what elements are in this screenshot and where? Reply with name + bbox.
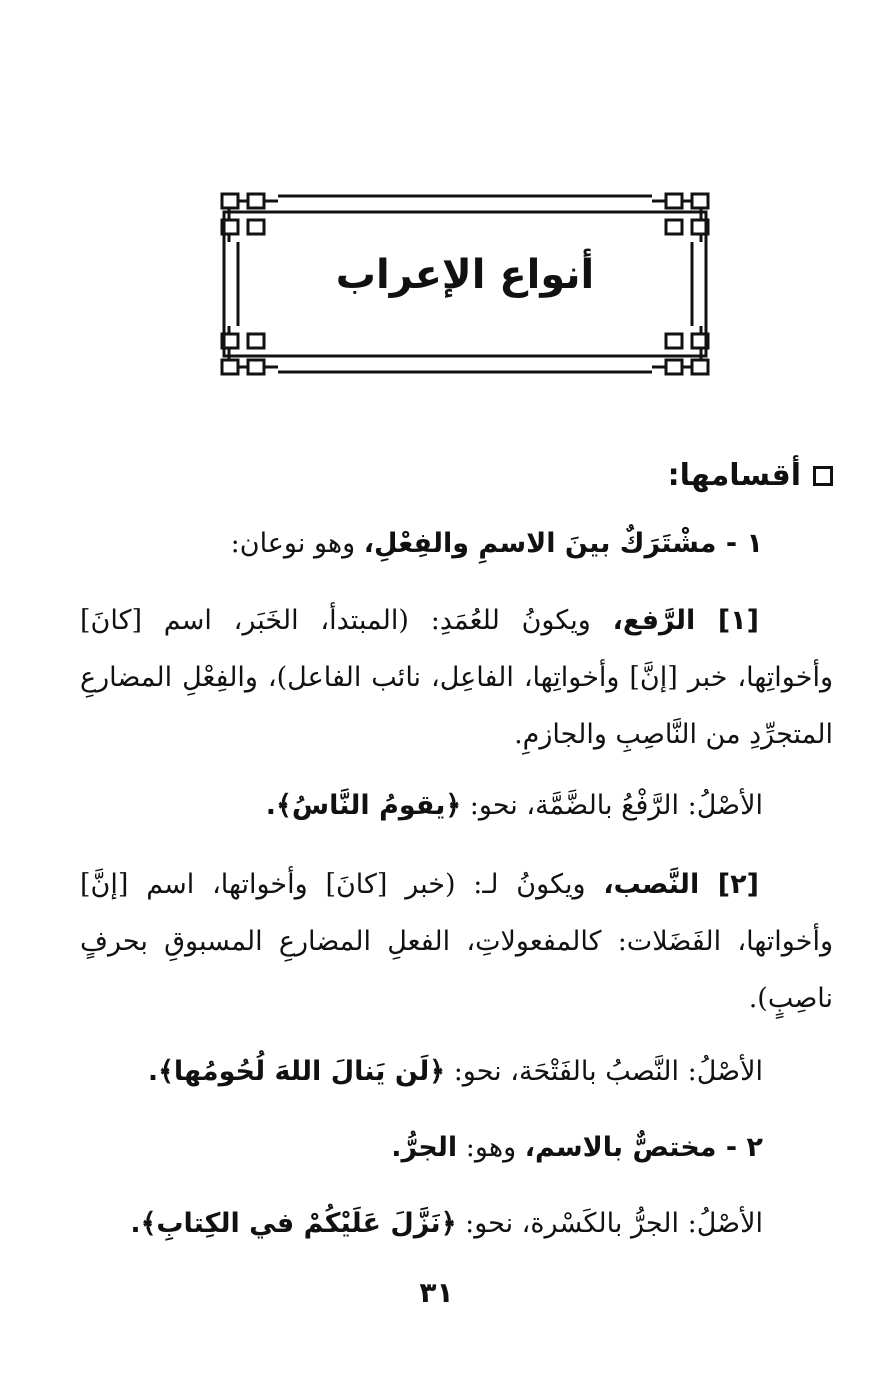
section2-lead: ٢ - مختصٌّ بالاسم،: [524, 1132, 763, 1163]
nasb-asl: الأصْلُ: النَّصبُ بالفَتْحَة، نحو:: [453, 1056, 763, 1087]
section1-rest: وهو نوعان:: [230, 528, 356, 559]
heading-text: أقسامها:: [667, 458, 801, 493]
nasb-label: [٢] النَّصب،: [603, 869, 759, 900]
section1-line: [231, 528, 763, 559]
raf-text: ويكونُ للعُمَدِ: (المبتدأ، الخَبَر، اسم [كانَ] وأخواتِها، خبر [إنَّ] وأخواتِها، الفاعِل، نائب الفاعل)، والفِعْلِ المضارعِ المتجرِّدِ من النَّاصِبِ والجازمِ.: [80, 605, 833, 750]
raf-example-line: [266, 790, 763, 821]
raf-asl: الأصْلُ: الرَّفْعُ بالضَّمَّة، نحو:: [469, 790, 763, 821]
section2-bold-end: الجرُّ.: [391, 1132, 458, 1163]
raf-example: ﴿يقومُ النَّاسُ﴾.: [265, 790, 462, 821]
checkbox-square-icon: [813, 466, 833, 486]
jarr-example-line: [130, 1208, 763, 1239]
section1-lead: ١ - مشْتَرَكٌ بينَ الاسمِ والفِعْلِ،: [363, 528, 763, 559]
nasb-text: ويكونُ لـ: (خبر [كانَ] وأخواتها، اسم [إنَّ] وأخواتها، الفَضَلات: كالمفعولاتِ، الفعلِ المضارعِ المسبوقِ بحرفٍ ناصِبٍ).: [80, 869, 833, 1014]
nasb-paragraph: [80, 856, 833, 1027]
section2-line: [391, 1132, 763, 1163]
nasb-example: ﴿لَن يَنالَ اللهَ لُحُومُها﴾.: [147, 1056, 446, 1087]
jarr-asl: الأصْلُ: الجرُّ بالكَسْرة، نحو:: [465, 1208, 763, 1239]
section2-rest: وهو:: [465, 1132, 517, 1163]
raf-label: [١] الرَّفع،: [612, 605, 759, 636]
title-frame: [218, 190, 712, 378]
page-title: أنواع الإعراب: [335, 252, 595, 298]
nasb-example-line: [148, 1056, 763, 1087]
section-heading: [668, 458, 833, 493]
raf-paragraph: [80, 592, 833, 763]
jarr-example: ﴿نَزَّلَ عَلَيْكُمْ في الكِتابِ﴾.: [130, 1208, 457, 1239]
page-number: ٣١: [419, 1276, 454, 1309]
